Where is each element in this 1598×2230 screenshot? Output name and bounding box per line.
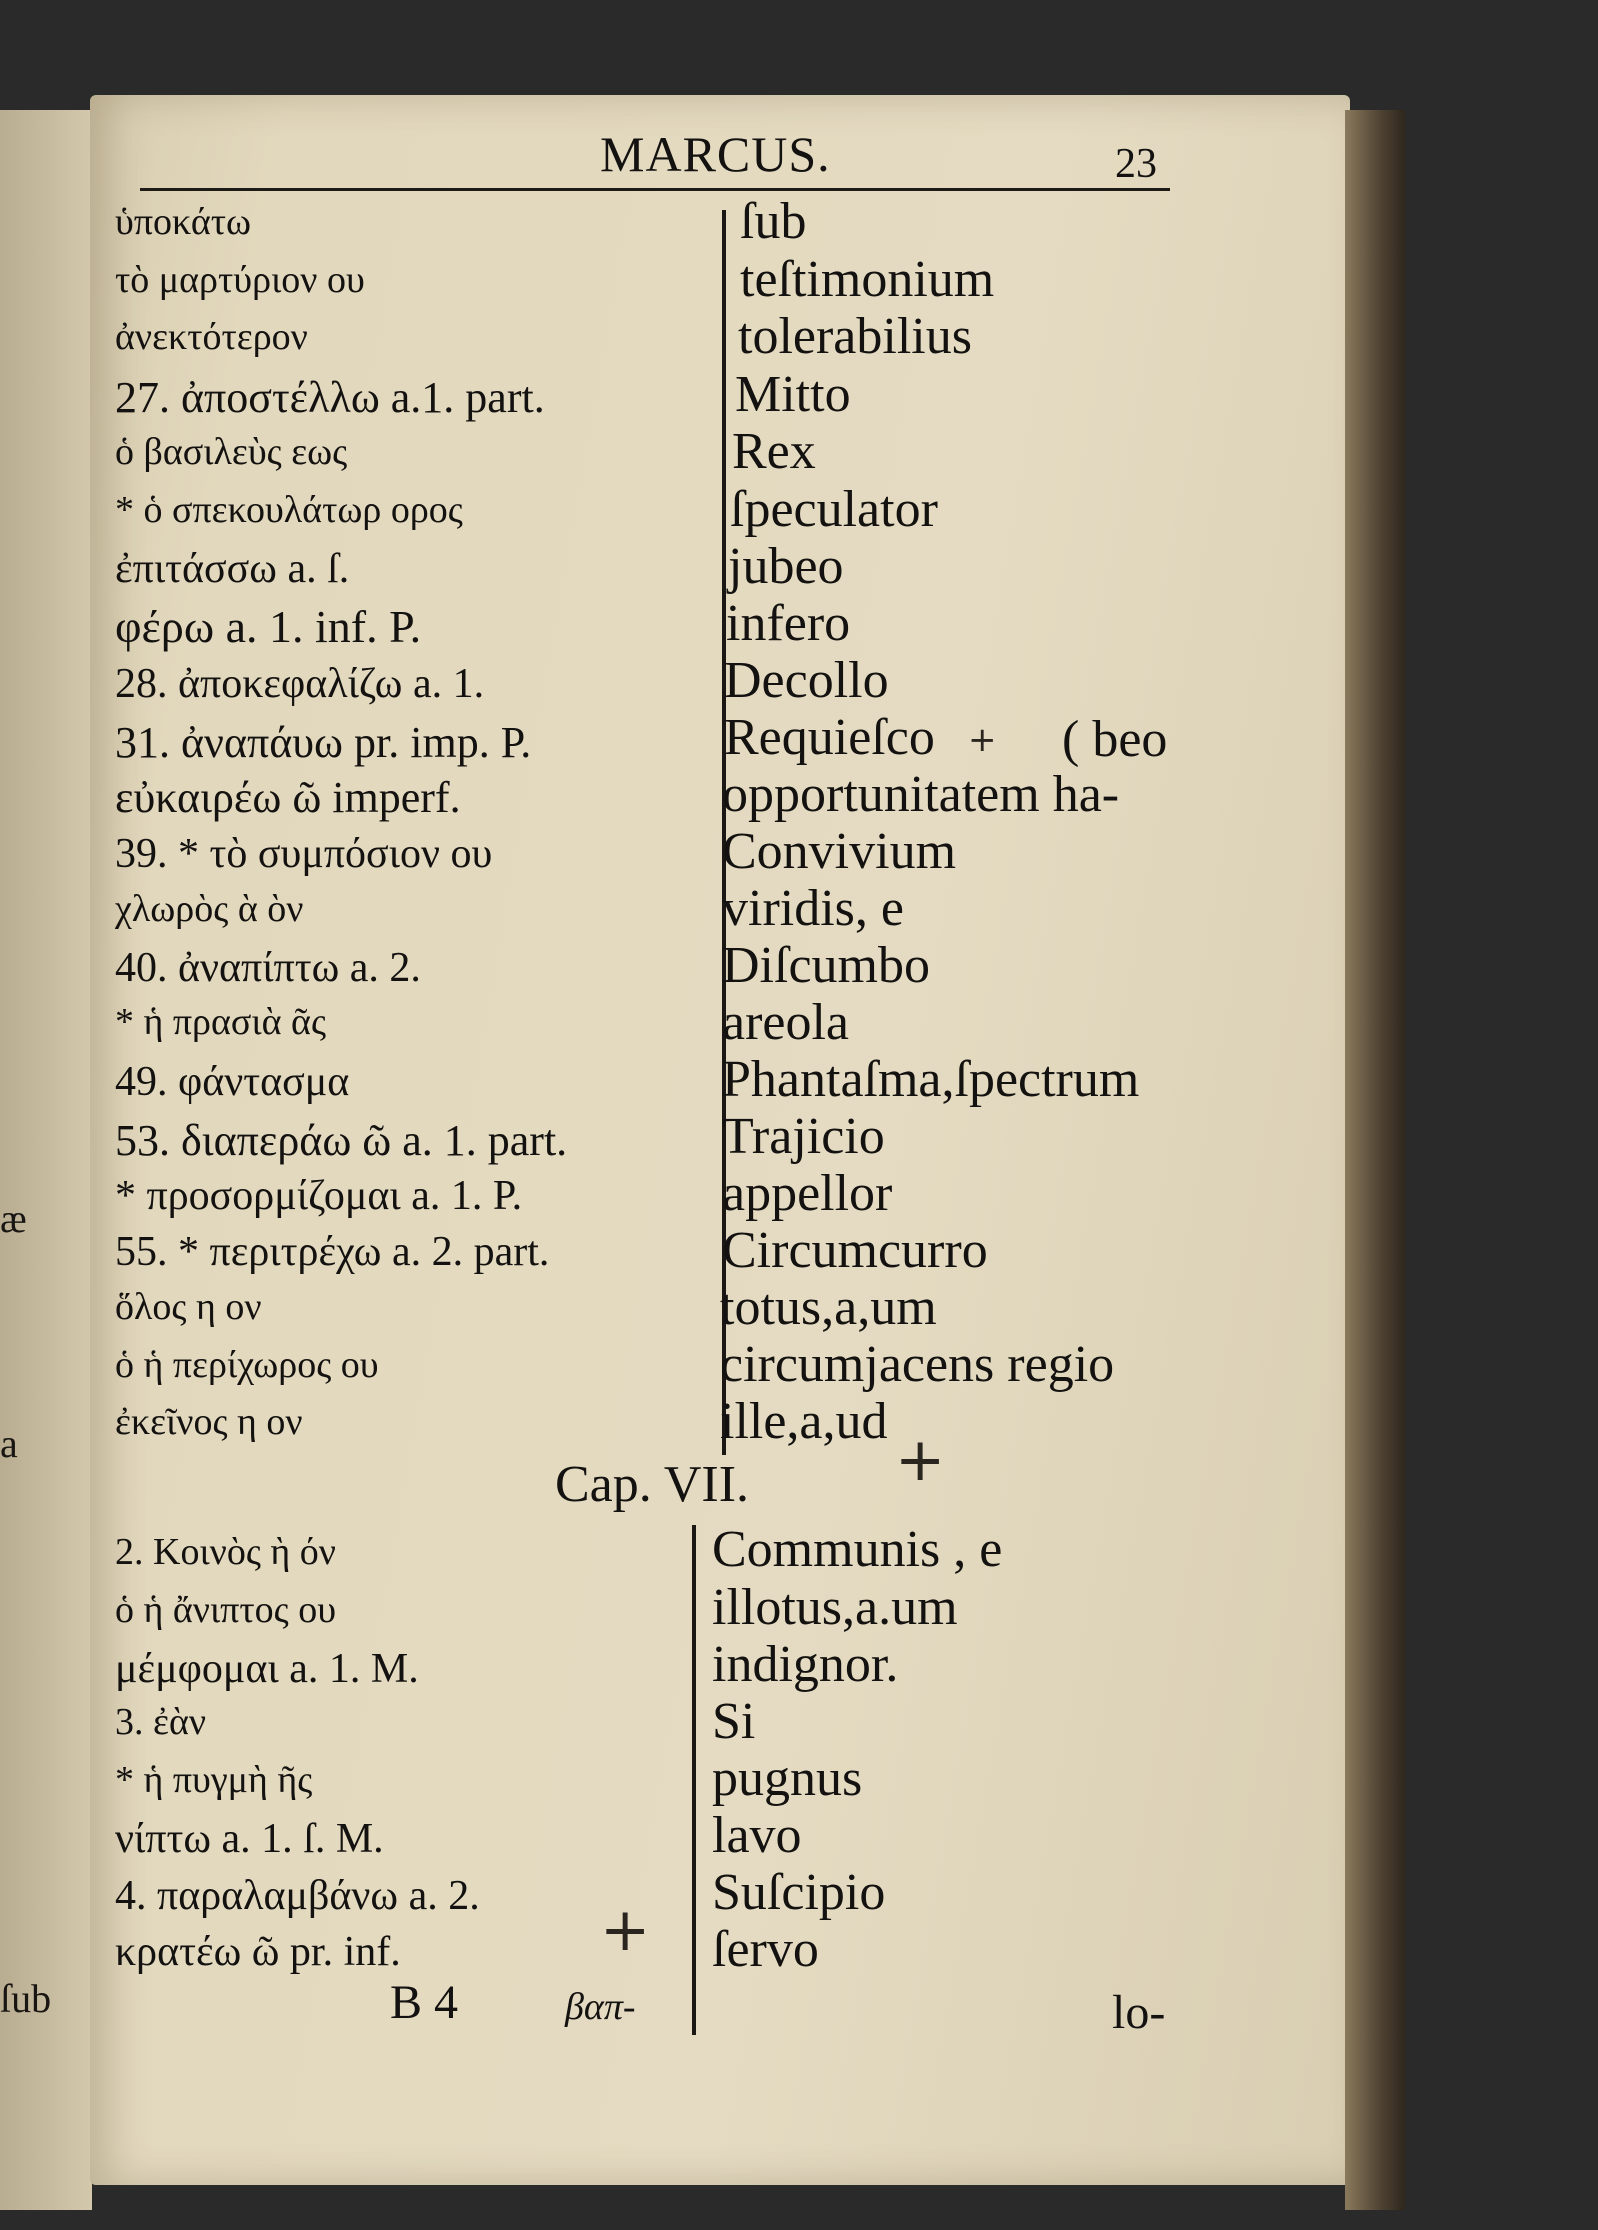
latin-entry: viridis, e xyxy=(722,880,904,937)
latin-entry: lavo xyxy=(712,1807,802,1864)
greek-entry: * ὁ σπεκουλάτωρ ορος xyxy=(115,489,463,531)
latin-entry: Requieſco xyxy=(724,709,935,766)
greek-entry: 31. ἀναπάυω pr. imp. P. xyxy=(115,718,532,767)
greek-entry: ὅλος η ον xyxy=(115,1286,262,1328)
greek-entry: ἀνεκτότερον xyxy=(115,316,308,358)
latin-entry: Si xyxy=(712,1693,756,1750)
signature-mark: B 4 xyxy=(390,1976,459,2029)
left-margin-fragment: ſub xyxy=(0,1976,52,2021)
greek-entry: νίπτω a. 1. ſ. M. xyxy=(115,1816,384,1862)
left-margin-fragment: a xyxy=(0,1421,18,1466)
greek-entry: τὸ μαρτύριον ου xyxy=(115,259,365,301)
pen-cross-mark: + xyxy=(968,720,997,760)
greek-entry: χλωρὸς ὰ ὸν xyxy=(115,888,304,930)
latin-entry: Phantaſma,ſpectrum xyxy=(722,1051,1140,1108)
page-number: 23 xyxy=(1115,141,1157,187)
greek-entry: 40. ἀναπίπτω a. 2. xyxy=(115,945,421,991)
latin-entry: pugnus xyxy=(712,1750,863,1807)
greek-entry: φέρω a. 1. inf. P. xyxy=(115,601,422,652)
greek-entry: * ἡ πρασιὰ ᾶς xyxy=(115,1001,327,1043)
latin-entry: illotus,a.um xyxy=(712,1579,958,1636)
book-spine xyxy=(1345,110,1405,2210)
latin-entry: circumjacens regio xyxy=(720,1336,1115,1393)
greek-entry: ὑποκάτω xyxy=(115,201,252,243)
greek-entry: ὁ ἡ ἄνιπτος ου xyxy=(115,1589,337,1631)
latin-entry: Communis , e xyxy=(712,1521,1003,1578)
left-page-edge xyxy=(0,110,92,2210)
latin-entry: teſtimonium xyxy=(740,251,995,308)
latin-entry: ſervo xyxy=(712,1921,819,1978)
latin-entry: Rex xyxy=(732,423,816,480)
latin-entry: Decollo xyxy=(724,652,889,709)
chapter-heading: Cap. VII. xyxy=(555,1456,750,1513)
latin-entry: infero xyxy=(726,595,851,652)
left-margin-fragment: æ xyxy=(0,1196,27,1241)
greek-entry: ὁ βασιλεὺς εως xyxy=(115,431,348,473)
pen-cross-mark: + xyxy=(600,1895,651,1965)
greek-entry: 3. ἐὰν xyxy=(115,1701,207,1743)
latin-entry: Suſcipio xyxy=(712,1864,886,1921)
catchword-greek: βαπ- xyxy=(565,1986,636,2028)
latin-entry: Circumcurro xyxy=(722,1222,988,1279)
page-title: MARCUS. xyxy=(600,126,831,182)
greek-entry: 27. ἀποστέλλω a.1. part. xyxy=(115,373,545,422)
greek-entry: ἐκεῖνος η ον xyxy=(115,1401,303,1443)
latin-entry: ſub xyxy=(740,193,807,250)
greek-entry: εὐκαιρέω ῶ imperf. xyxy=(115,773,461,822)
latin-entry: ſpeculator xyxy=(730,481,938,538)
pen-cross-mark: + xyxy=(895,1425,946,1495)
latin-entry: opportunitatem ha- xyxy=(722,766,1120,823)
greek-entry: * ἡ πυγμὴ ῆς xyxy=(115,1759,313,1801)
greek-entry: ἐπιτάσσω a. ſ. xyxy=(115,546,350,592)
greek-entry: 4. παραλαμβάνω a. 2. xyxy=(115,1873,480,1919)
latin-entry-extra: ( beo xyxy=(1062,711,1168,768)
latin-entry: Trajicio xyxy=(722,1108,885,1165)
latin-entry: Convivium xyxy=(722,823,957,880)
latin-entry: appellor xyxy=(722,1165,893,1222)
greek-entry: κρατέω ῶ pr. inf. xyxy=(115,1929,401,1975)
greek-entry: 28. ἀποκεφαλίζω a. 1. xyxy=(115,661,485,707)
column-rule xyxy=(692,1525,696,2035)
catchword-latin: lo- xyxy=(1112,1986,1166,2039)
latin-entry: totus,a,um xyxy=(720,1279,937,1336)
latin-entry: Mitto xyxy=(735,366,851,423)
latin-entry: indignor. xyxy=(712,1636,899,1693)
latin-entry: jubeo xyxy=(728,538,844,595)
greek-entry: 55. * περιτρέχω a. 2. part. xyxy=(115,1229,550,1275)
latin-entry: ille,a,ud xyxy=(720,1393,888,1450)
greek-entry: 2. Κοινὸς ὴ όν xyxy=(115,1531,336,1573)
header-rule xyxy=(140,188,1170,191)
greek-entry: μέμφομαι a. 1. M. xyxy=(115,1646,419,1692)
greek-entry: 53. διαπεράω ῶ a. 1. part. xyxy=(115,1116,568,1165)
greek-entry: 39. * τὸ συμπόσιον ου xyxy=(115,831,493,877)
latin-entry: tolerabilius xyxy=(738,308,972,365)
greek-entry: * προσορμίζομαι a. 1. P. xyxy=(115,1173,523,1219)
greek-entry: 49. φάντασμα xyxy=(115,1059,350,1105)
latin-entry: Diſcumbo xyxy=(722,937,930,994)
latin-entry: areola xyxy=(722,994,850,1051)
greek-entry: ὁ ἡ περίχωρος ου xyxy=(115,1344,379,1386)
